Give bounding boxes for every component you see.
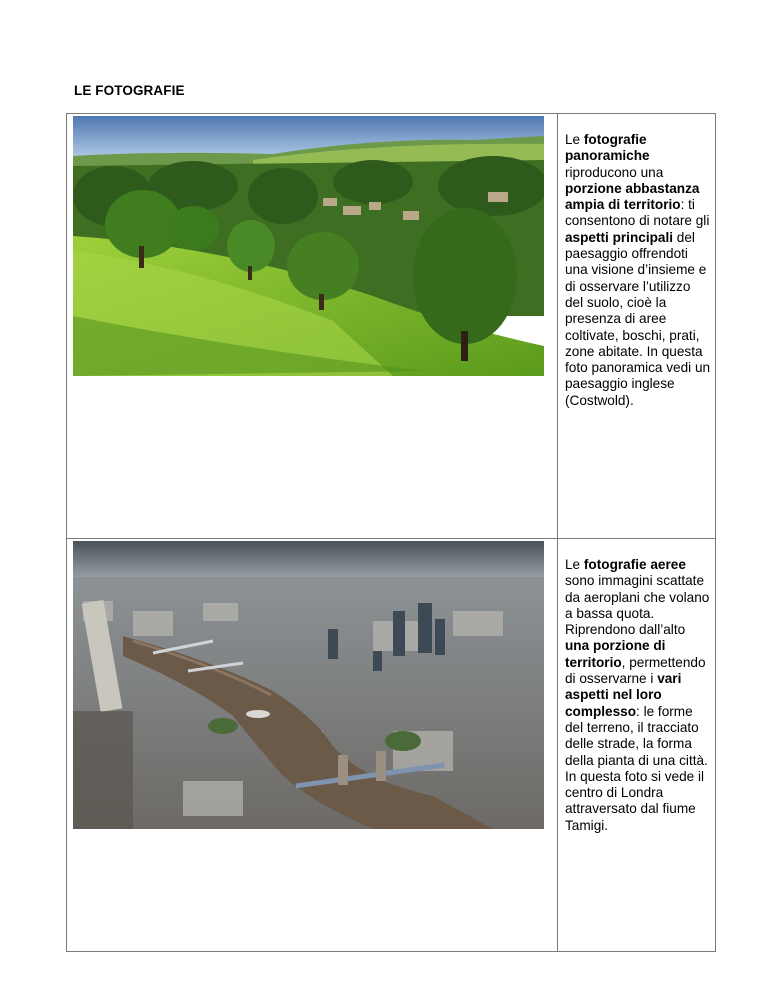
bold-term: porzione abbastanza ampia di territorio bbox=[565, 180, 700, 213]
text-segment: , permettendo di osservarne i bbox=[565, 654, 706, 687]
photo-description-table bbox=[66, 113, 716, 952]
text-segment: Le bbox=[565, 132, 584, 147]
bold-term: una porzione di territorio bbox=[565, 638, 666, 670]
table-row bbox=[67, 114, 716, 539]
text-segment: Le bbox=[565, 557, 584, 572]
bold-term: vari aspetti nel loro complesso bbox=[565, 671, 682, 719]
image-cell bbox=[67, 114, 558, 539]
table-row bbox=[67, 539, 716, 952]
text-segment: : ti consentono di notare gli bbox=[565, 197, 710, 229]
description-cell bbox=[558, 114, 716, 539]
bold-term: fotografie aeree bbox=[583, 557, 686, 572]
document-heading: LE FOTOGRAFIE bbox=[74, 83, 185, 98]
text-segment: sono immagini scattate da aeroplani che volano a bassa quota. Riprendono dall’alto bbox=[565, 573, 710, 638]
description-cell bbox=[558, 539, 716, 952]
text-segment: riproducono una bbox=[565, 164, 664, 180]
bold-term: fotografie panoramiche bbox=[565, 132, 650, 164]
text-segment: del paesaggio offrendoti una visione d’insieme e di osservare l’utilizzo del suolo, cioè la presenza di aree coltivate, boschi, prati, zone abitate. In questa foto panoramica vedi un paesaggio inglese (Costwold). bbox=[565, 229, 711, 408]
aerial-london-photo bbox=[73, 541, 544, 829]
image-cell bbox=[67, 539, 558, 952]
aerial-description bbox=[565, 557, 711, 834]
panoramic-countryside-photo bbox=[73, 116, 544, 376]
panoramic-description bbox=[565, 132, 711, 409]
text-segment: : le forme del terreno, il tracciato delle strade, la forma della pianta di una città. In questa foto si vede il centro di Londra attraversato dal fiume Tamigi. bbox=[565, 703, 708, 833]
bold-term: aspetti principali bbox=[565, 229, 674, 245]
